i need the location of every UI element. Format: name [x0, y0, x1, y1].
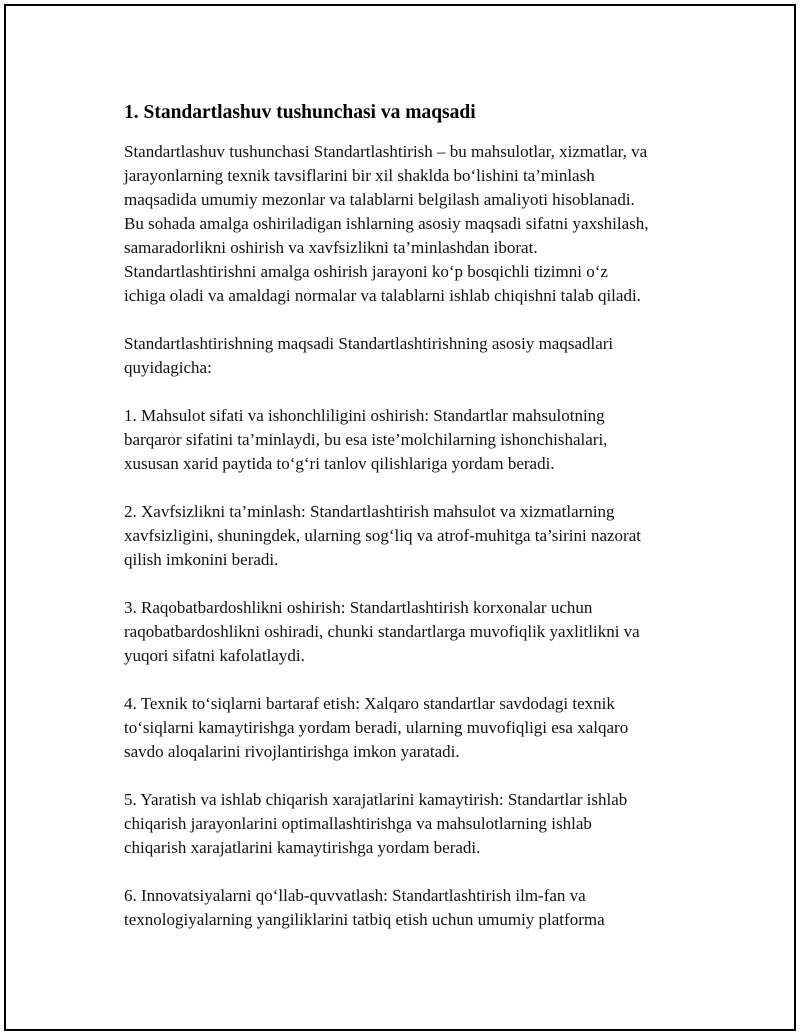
- text-line: to‘siqlarni kamaytirishga yordam beradi, ularning muvofiqligi esa xalqaro: [124, 718, 629, 737]
- list-item-5: [124, 788, 704, 860]
- document-title: 1. Standartlashuv tushunchasi va maqsadi: [124, 102, 476, 123]
- text-line: barqaror sifatini ta’minlaydi, bu esa iste’molchilarning ishonchishalari,: [124, 430, 608, 449]
- text-line: chiqarish jarayonlarini optimallashtirishga va mahsulotlarning ishlab: [124, 814, 592, 833]
- text-line: Bu sohada amalga oshiriladigan ishlarning asosiy maqsadi sifatni yaxshilash,: [124, 214, 649, 233]
- text-line: qilish imkonini beradi.: [124, 550, 279, 569]
- list-item-1: [124, 404, 704, 476]
- text-line: 4. Texnik to‘siqlarni bartaraf etish: Xalqaro standartlar savdodagi texnik: [124, 694, 615, 713]
- text-line: Standartlashuv tushunchasi Standartlashtirish – bu mahsulotlar, xizmatlar, va: [124, 142, 648, 161]
- document-body: [124, 98, 704, 956]
- page-frame: [4, 4, 796, 1031]
- text-line: yuqori sifatni kafolatlaydi.: [124, 646, 305, 665]
- text-line: 5. Yaratish va ishlab chiqarish xarajatlarini kamaytirish: Standartlar ishlab: [124, 790, 628, 809]
- text-line: xavfsizligini, shuningdek, ularning sog‘liq va atrof-muhitga ta’sirini nazorat: [124, 526, 641, 545]
- text-line: 1. Mahsulot sifati va ishonchliligini oshirish: Standartlar mahsulotning: [124, 406, 605, 425]
- text-line: 6. Innovatsiyalarni qo‘llab-quvvatlash: Standartlashtirish ilm-fan va: [124, 886, 586, 905]
- text-line: jarayonlarning texnik tavsiflarini bir xil shaklda bo‘lishini ta’minlash: [124, 166, 595, 185]
- text-line: ichiga oladi va amaldagi normalar va talablarni ishlab chiqishni talab qiladi.: [124, 286, 641, 305]
- text-line: savdo aloqalarini rivojlantirishga imkon yaratadi.: [124, 742, 460, 761]
- text-line: Standartlashtirishning maqsadi Standartlashtirishning asosiy maqsadlari: [124, 334, 614, 353]
- text-line: quyidagicha:: [124, 358, 212, 377]
- text-line: Standartlashtirishni amalga oshirish jarayoni ko‘p bosqichli tizimni o‘z: [124, 262, 608, 281]
- text-line: 2. Xavfsizlikni ta’minlash: Standartlashtirish mahsulot va xizmatlarning: [124, 502, 615, 521]
- list-item-4: [124, 692, 704, 764]
- text-line: raqobatbardoshlikni oshiradi, chunki standartlarga muvofiqlik yaxlitlikni va: [124, 622, 640, 641]
- text-line: maqsadida umumiy mezonlar va talablarni belgilash amaliyoti hisoblanadi.: [124, 190, 635, 209]
- text-line: texnologiyalarning yangiliklarini tatbiq etish uchun umumiy platforma: [124, 910, 605, 929]
- list-item-3: [124, 596, 704, 668]
- list-item-2: [124, 500, 704, 572]
- paragraph-goals-intro: [124, 332, 704, 380]
- text-line: chiqarish xarajatlarini kamaytirishga yordam beradi.: [124, 838, 481, 857]
- paragraph-definition: [124, 140, 704, 308]
- text-line: xususan xarid paytida to‘g‘ri tanlov qilishlariga yordam beradi.: [124, 454, 555, 473]
- list-item-6: [124, 884, 704, 932]
- text-line: 3. Raqobatbardoshlikni oshirish: Standartlashtirish korxonalar uchun: [124, 598, 593, 617]
- text-line: samaradorlikni oshirish va xavfsizlikni ta’minlashdan iborat.: [124, 238, 538, 257]
